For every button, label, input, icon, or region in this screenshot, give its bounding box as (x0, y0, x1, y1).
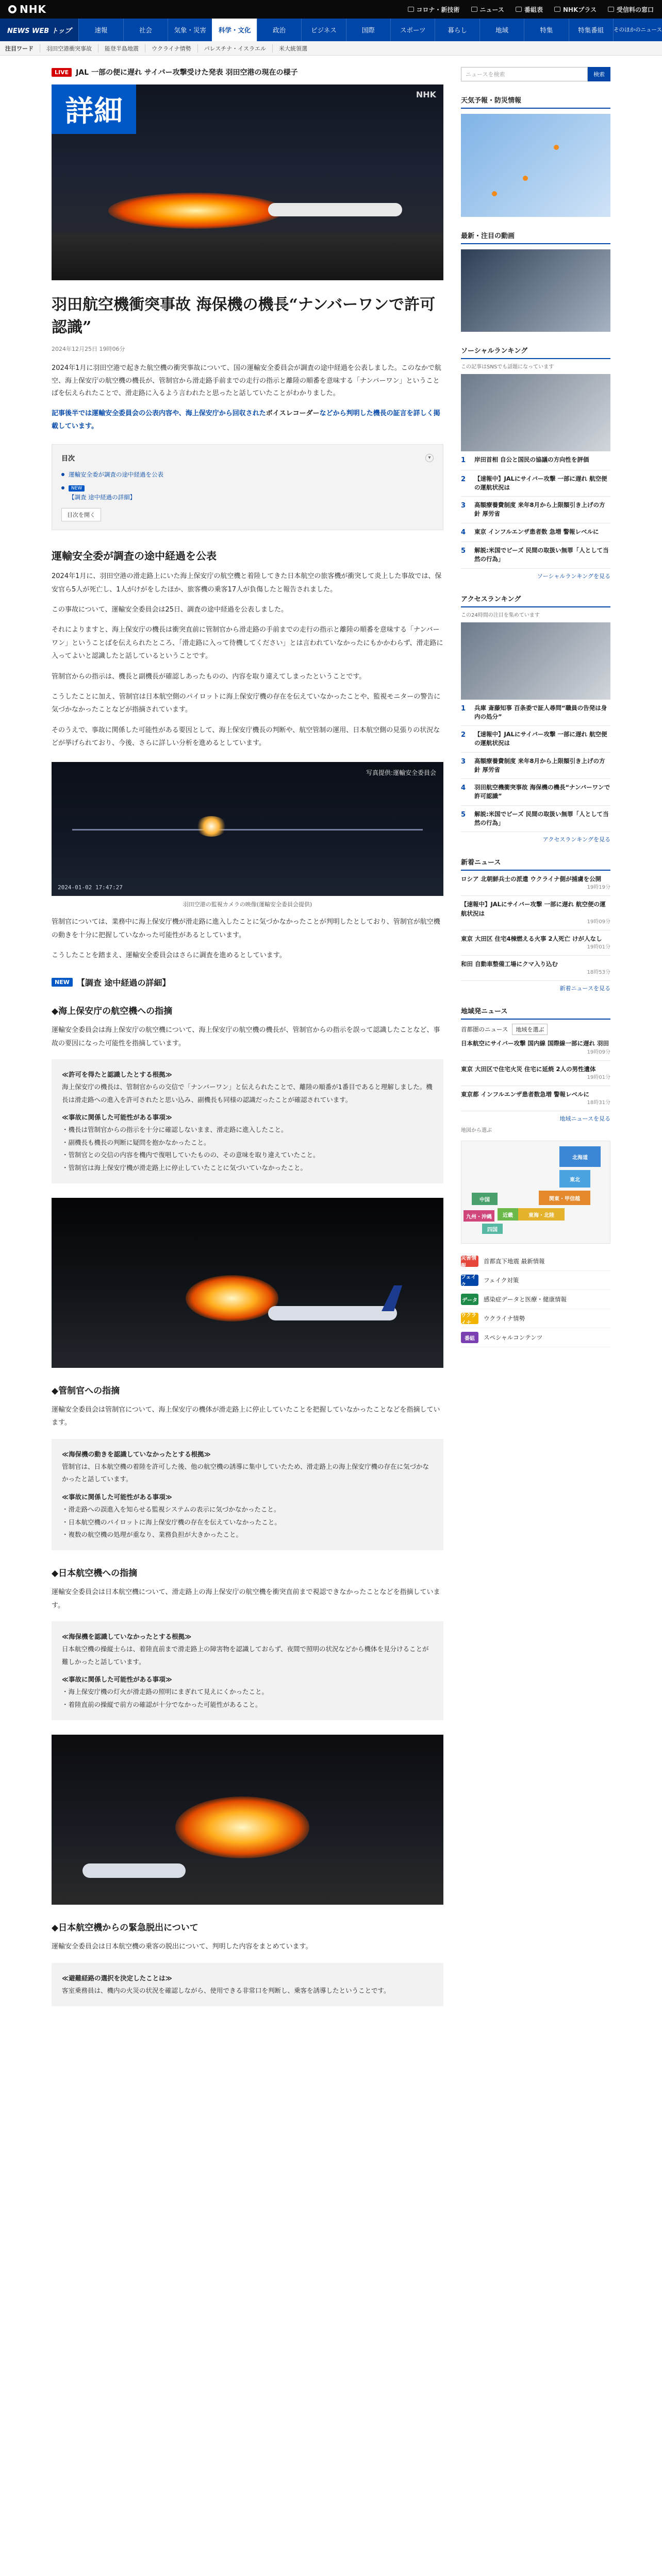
nav-item[interactable]: ビジネス (301, 19, 345, 41)
ranking-item[interactable] (461, 497, 610, 523)
nav-item[interactable]: 気象・災害 (168, 19, 212, 41)
service-label: スペシャルコンテンツ (484, 1334, 543, 1341)
toc-item-body (69, 484, 136, 501)
body-paragraph: こうしたことに加え、管制官は日本航空側のパイロットに海上保安庁機の存在を伝えていなかったことや、監視モニターの警告に気づかなかったことなどが指摘されています。 (52, 692, 441, 714)
map-area-hokkaido[interactable]: 北海道 (559, 1146, 601, 1167)
ranking-number: 3 (461, 502, 466, 510)
ranking-number: 5 (461, 547, 466, 555)
play-icon (554, 7, 560, 12)
ranking-number: 4 (461, 784, 466, 792)
detail-heading (52, 976, 443, 988)
latest-heading: 新着ニュース (461, 857, 610, 871)
map-area-tohoku[interactable]: 東北 (559, 1170, 590, 1188)
hot-word[interactable]: ウクライナ情勢 (145, 44, 197, 53)
ranking-text: 高額療養費制度 来年8月から上限額引き上げの方針 厚労省 (474, 501, 605, 518)
service-link[interactable] (461, 1290, 610, 1309)
body-paragraph: この事故について、運輸安全委員会は25日、調査の途中経過を公表しました。 (52, 606, 288, 614)
ranking-item[interactable] (461, 753, 610, 779)
subsection-heading: ◆管制官への指摘 (52, 1385, 120, 1396)
service-icon: 番組 (461, 1332, 478, 1343)
map-area-kanto[interactable]: 関東・甲信越 (539, 1191, 590, 1205)
main-nav (0, 19, 662, 41)
nav-item[interactable]: スポーツ (390, 19, 435, 41)
top-link-label: NHKプラス (562, 6, 597, 13)
top-link-schedule[interactable] (516, 5, 543, 14)
aircraft-shape (82, 1863, 186, 1878)
ground (52, 234, 443, 280)
fire-glow (108, 193, 284, 229)
section-heading: 運輸安全委が調査の途中経過を公表 (52, 550, 217, 563)
toc-item-label: 運輸安全委が調査の途中経過を公表 (69, 471, 163, 479)
service-icon: 災害情報 (461, 1256, 478, 1267)
grid-icon (408, 7, 414, 12)
service-icon: ウクライナ (461, 1313, 478, 1324)
news-item[interactable] (461, 1061, 610, 1086)
video-credit: 写真提供:運輸安全委員会 (366, 769, 436, 777)
quote-heading: ≪事故に関係した可能性がある事項≫ (62, 1493, 172, 1501)
news-time: 19時09分 (587, 919, 610, 925)
live-banner[interactable] (52, 67, 443, 77)
nav-item[interactable]: 特集番組 (569, 19, 613, 41)
hero-tag: 詳細 (52, 84, 136, 134)
region-map (461, 1141, 610, 1244)
quote-heading: ≪事故に関係した可能性がある事項≫ (62, 1675, 172, 1684)
latest-more-link[interactable]: 新着ニュースを見る (559, 985, 610, 992)
service-link[interactable] (461, 1328, 610, 1347)
search-input[interactable]: ニュースを検索 (461, 67, 588, 81)
nhk-logo[interactable] (8, 3, 46, 15)
hot-words-label: 注目ワード (5, 45, 34, 52)
top-link-covid[interactable] (408, 5, 460, 14)
nav-item[interactable]: 速報 (78, 19, 123, 41)
ranking-number: 1 (461, 456, 466, 464)
ranking-number: 2 (461, 731, 466, 739)
body-paragraph: それによりますと、海上保安庁の機長は衝突直前に管制官から滑走路の手前までの走行の指示と離陸の順番を意味する「ナンバーワン」ということばを伝えられたところ、「滑走路に入って待機してください」とは言われていなかったにもかかわらず、滑走路に入ってよいと認識したと話しているということです。 (52, 626, 443, 660)
region-selector (461, 1024, 610, 1035)
news-title: 東京 大田区で住宅火災 住宅に延焼 2人の男性遺体 (461, 1065, 596, 1073)
toc-new-tag: NEW (69, 485, 85, 492)
body-paragraph: 管制官については、業務中に海上保安庁機が滑走路に進入したことに気づかなかったことが判明したとしており、管制官が航空機の動きを十分に把握していなかった可能性があるとしています。 (52, 918, 440, 939)
social-ranking-heading: ソーシャルランキング (461, 345, 610, 359)
chevron-down-icon[interactable]: ▾ (425, 454, 434, 462)
map-title: 地図から選ぶ (461, 1128, 492, 1133)
ranking-item[interactable] (461, 523, 610, 543)
article-photo (52, 1735, 443, 1905)
note-highlight: ボイスレコーダー (266, 410, 320, 418)
subsection-heading: ◆海上保安庁の航空機への指摘 (52, 1006, 173, 1017)
map-area-tokai[interactable]: 東海・北陸 (518, 1208, 565, 1221)
service-label: ウクライナ情勢 (484, 1315, 525, 1322)
quote-text: ・海上保安庁機の灯火が滑走路の照明にまぎれて見えにくかったこと。 ・着陸直前の操縦で前方の確認が十分でなかった可能性があること。 (62, 1688, 269, 1708)
sun-icon (492, 191, 497, 196)
quote-text: 海上保安庁の機長は、管制官からの交信で「ナンバーワン」と伝えられたことで、離陸の順番が1番目であると理解しました。機長は滑走路への進入を許可されたと思い込み、副機長も同様の認識だったことが確認されています。 (62, 1083, 433, 1104)
ranking-item[interactable] (461, 470, 610, 497)
bullet-icon (61, 473, 64, 476)
article (52, 67, 443, 2006)
top-link-fee[interactable] (608, 5, 654, 14)
news-title: 日本航空にサイバー攻撃 国内線 国際線一部に遅れ 羽田 (461, 1040, 609, 1047)
top-link-label: コロナ・新技術 (416, 6, 460, 13)
service-icon: フェイク (461, 1275, 478, 1286)
quote-box (52, 1963, 443, 2007)
hot-word[interactable]: パレスチナ・イスラエル (197, 44, 272, 53)
subsection-heading: ◆日本航空機からの緊急脱出について (52, 1923, 198, 1934)
quote-text: ・滑走路への誤進入を知らせる監視システムの表示に気づかなかったこと。 ・日本航空機のパイロットに海上保安庁機の存在を伝えていなかったこと。 ・複数の航空機の処理が重なり、業務負担が大きかったこと。 (62, 1505, 281, 1538)
top-link-label: 番組表 (524, 6, 543, 13)
ranking-item[interactable] (461, 726, 610, 753)
access-ranking-heading: アクセスランキング (461, 594, 610, 607)
subsection-lead: 運輸安全委員会は日本航空機について、滑走路上の海上保安庁の航空機を衝突直前まで視認できなかったことなどを指摘しています。 (52, 1588, 440, 1609)
ranking-text: 東京 インフルエンザ患者数 急増 警報レベルに (474, 528, 599, 535)
news-item[interactable] (461, 1086, 610, 1111)
service-label: 感染症データと医療・健康情報 (484, 1296, 567, 1303)
quote-heading: ≪事故に関係した可能性がある事項≫ (62, 1113, 172, 1122)
search-button[interactable]: 検索 (588, 67, 610, 81)
subsection-lead: 運輸安全委員会は日本航空機の乗客の脱出について、判明した内容をまとめています。 (52, 1943, 312, 1951)
ranking-item[interactable] (461, 779, 610, 806)
service-label: 首都直下地震 最新情報 (484, 1258, 545, 1265)
toc-title: 目次 (61, 455, 75, 463)
bullet-icon (61, 486, 64, 489)
note-paragraph (52, 408, 443, 433)
nav-item[interactable]: そのほかのニュース (613, 19, 662, 41)
quote-text: 客室乗務員は、機内の火災の状況を確認しながら、使用できる非常口を判断し、乗客を誘導したということです。 (62, 1986, 390, 1994)
quote-box (52, 1621, 443, 1720)
page-title: 羽田航空機衝突事故 海保機の機長“ナンバーワンで許可認識” (52, 296, 436, 336)
article-photo (52, 1198, 443, 1368)
ranking-text: 高額療養費制度 来年8月から上限額引き上げの方針 厚労省 (474, 757, 605, 773)
toc-item-label: 【調査 途中経過の詳細】 (69, 494, 136, 501)
news-time: 19時01分 (587, 944, 610, 950)
service-icon: データ (461, 1294, 478, 1305)
video-timestamp: 2024-01-02 17:47:27 (58, 884, 123, 891)
ranking-text: 解説:米国でビーズ 民間の取扱い無罪「人として当然の行為」 (474, 810, 609, 826)
ranking-text: 解説:米国でビーズ 民間の取扱い無罪「人として当然の行為」 (474, 547, 609, 563)
toc-expand-button[interactable]: 目次を開く (61, 508, 101, 521)
featured-video[interactable] (461, 249, 610, 332)
body-paragraph: そのうえで、事故に関係した可能性がある要因として、海上保安庁機長の判断や、航空管制の運用、日本航空側の見張りの状況などが挙げられており、今後、さらに詳しい分析を進めるとしています。 (52, 726, 440, 747)
subsection-lead: 運輸安全委員会は海上保安庁の航空機について、海上保安庁の航空機の機長が、管制官からの指示を誤って認識したことなど、事故の要因になった可能性を指摘しています。 (52, 1026, 440, 1047)
search-bar (461, 67, 610, 81)
access-ranking-subtitle: この24時間の注目を集めています (461, 612, 540, 618)
nav-item[interactable]: 暮らし (435, 19, 479, 41)
quote-heading: ≪海保機の動きを認識していなかったとする根拠≫ (62, 1450, 211, 1458)
ranking-item[interactable] (461, 542, 610, 569)
live-badge: LIVE (52, 68, 72, 77)
news-time: 19時01分 (587, 1074, 610, 1080)
map-area-kinki[interactable]: 近畿 (498, 1208, 518, 1221)
news-title: 東京都 インフルエンザ患者数急増 警報レベルに (461, 1090, 590, 1098)
service-label: フェイク対策 (484, 1277, 519, 1284)
sidebar (461, 67, 610, 2006)
hero-image (52, 84, 443, 280)
map-area-kyushu[interactable]: 九州・沖縄 (464, 1210, 494, 1222)
region-more-link[interactable]: 地域ニュースを見る (559, 1115, 610, 1122)
note-main: 記事後半では運輸安全委員会の公表内容や、海上保安庁から回収された (52, 410, 266, 418)
map-area-shikoku[interactable]: 四国 (482, 1224, 503, 1234)
news-title: ロシア 北朝鮮兵士の派遣 ウクライナ側が捕虜を公開 (461, 875, 602, 883)
detail-title: 【調査 途中経過の詳細】 (76, 978, 171, 988)
logo-icon (8, 5, 16, 13)
ranking-number: 2 (461, 475, 466, 483)
service-link[interactable] (461, 1271, 610, 1290)
fire-glow (175, 1797, 309, 1858)
news-title: 【速報中】JALにサイバー攻撃 一部に遅れ 航空便の運航状況は (461, 901, 606, 917)
publish-date: 2024年12月25日 19時06分 (52, 346, 125, 352)
ranking-photo (461, 374, 610, 451)
weather-heading: 天気予報・防災情報 (461, 95, 610, 109)
new-tag: NEW (52, 978, 73, 987)
ranking-item[interactable] (461, 806, 610, 833)
collision-flash (196, 816, 227, 837)
toc-item[interactable] (61, 468, 434, 481)
note-rest: などから判明した機長の証言を詳しく掲載しています。 (52, 410, 440, 430)
ranking-text: 羽田航空機衝突事故 海保機の機長“ナンバーワンで許可認識” (474, 784, 610, 800)
news-title: 和田 自動車整備工場にクマ入り込む (461, 960, 558, 968)
ranking-number: 5 (461, 810, 466, 819)
map-area-chugoku[interactable]: 中国 (472, 1193, 498, 1205)
toc-header[interactable] (61, 453, 434, 463)
quote-text: 日本航空機の操縦士らは、着陸直前まで滑走路上の障害物を認識しておらず、夜間で照明の状況などから機体を見分けることが難しかったと話しています。 (62, 1645, 429, 1666)
news-time: 18時31分 (587, 1100, 610, 1106)
ranking-item[interactable] (461, 451, 610, 470)
news-time: 19時19分 (587, 885, 610, 891)
video-heading: 最新・注目の動画 (461, 230, 610, 244)
nav-item[interactable]: 国際 (346, 19, 390, 41)
service-link[interactable] (461, 1252, 610, 1271)
surveillance-video[interactable] (52, 762, 443, 896)
ranking-number: 1 (461, 704, 466, 713)
nav-items (78, 19, 662, 41)
nav-item[interactable]: 科学・文化 (212, 19, 256, 41)
subsection-lead: 運輸安全委員会は管制官について、海上保安庁の機体が滑走路上に停止していたことを把握していなかったことなどを指摘しています。 (52, 1405, 440, 1427)
ranking-text: 兵庫 斎藤知事 百条委で証人尋問“職員の告発は身内の処分” (474, 704, 607, 720)
live-text: JAL 一部の便に遅れ サイバー攻撃受けた発表 羽田空港の現在の様子 (76, 69, 298, 77)
hot-word[interactable]: 能登半島地震 (98, 44, 145, 53)
ranking-photo (461, 622, 610, 700)
body-paragraph: こうしたことを踏まえ、運輸安全委員会はさらに調査を進めるとしています。 (52, 951, 286, 959)
fire-glow (186, 1275, 278, 1321)
top-bar (0, 0, 662, 19)
social-ranking-subtitle: この記事はSNSでも話題になっています (461, 364, 554, 370)
toc-list (61, 468, 434, 504)
nav-item[interactable]: 社会 (123, 19, 168, 41)
nav-item[interactable]: 地域 (479, 19, 524, 41)
body-paragraph: 2024年1月に、羽田空港の滑走路上にいた海上保安庁の航空機と着陸してきた日本航空の旅客機が衝突して炎上した事故では、保安官ら5人が死亡し、1人がけがをしたほか、旅客機の乗客17人が負傷したと報告されました。 (52, 572, 442, 594)
top-link-label: ニュース (479, 6, 504, 13)
news-item[interactable] (461, 896, 610, 930)
hot-words-bar (0, 41, 662, 56)
ranking-text: 【速報中】JALにサイバー攻撃 一部に遅れ 航空便の運航状況は (474, 731, 607, 747)
top-link-news[interactable] (471, 5, 504, 14)
quote-box (52, 1439, 443, 1551)
ranking-number: 4 (461, 528, 466, 536)
receipt-icon (608, 7, 614, 12)
weather-map[interactable] (461, 114, 610, 217)
nav-item[interactable]: 特集 (524, 19, 568, 41)
quote-text: 管制官は、日本航空機の着陸を許可した後、他の航空機の誘導に集中していたため、滑走路上の海上保安庁機の存在に気づかなかったと話しています。 (62, 1463, 429, 1483)
runway-line (72, 829, 423, 831)
lead-paragraph: 2024年1月に羽田空港で起きた航空機の衝突事故について、国の運輸安全委員会が調査の途中経過を公表しました。このなかで航空、海上保安庁の航空機の機長が、管制官から滑走路手前までの走行の指示と離陸の順番を意味する「ナンバーワン」ということばを伝えられたことで、滑走路に入るよう言われたと思ったと話していたことがわかりました。 (52, 364, 441, 398)
top-links (408, 5, 654, 14)
quote-heading: ≪避難経路の選択を決定したことは≫ (62, 1974, 172, 1982)
video-caption: 羽田空港の監視カメラの映像(運輸安全委員会提供) (183, 901, 312, 908)
news-time: 19時09分 (587, 1049, 610, 1055)
nav-brand[interactable]: NEWS WEB トップ (0, 19, 78, 41)
news-icon (471, 7, 477, 12)
sun-icon (554, 145, 559, 150)
news-item[interactable] (461, 930, 610, 956)
tv-icon (516, 7, 522, 12)
quote-text: ・機長は管制官からの指示を十分に確認しないまま、滑走路に進入したこと。 ・副機長も機長の判断に疑問を抱かなかったこと。 ・管制官との交信の内容を機内で復唱していたものの、その意味を取り違えていたこと。 ・管制官は海上保安庁機が滑走路上に停止していたことに気づいていなかったこと。 (62, 1126, 320, 1172)
region-heading: 地域発ニュース (461, 1006, 610, 1020)
quote-box (52, 1059, 443, 1183)
quote-heading: ≪許可を得たと認識したとする根拠≫ (62, 1070, 172, 1078)
section-body (52, 916, 443, 962)
news-title: 東京 大田区 住宅4棟燃える火事 2人死亡 けが人なし (461, 935, 602, 942)
access-more-link[interactable]: アクセスランキングを見る (542, 836, 610, 843)
ranking-text: 岸田首相 自公と国民の協議の方向性を評価 (474, 456, 589, 463)
logo-text: NHK (20, 3, 46, 15)
region-label: 首都圏のニュース (461, 1026, 508, 1033)
news-item[interactable] (461, 871, 610, 896)
ranking-number: 3 (461, 757, 466, 766)
ranking-item[interactable] (461, 700, 610, 726)
toc-item[interactable] (61, 481, 434, 504)
service-links (461, 1252, 610, 1347)
hot-word[interactable]: 米大統領選 (272, 44, 313, 53)
service-link[interactable] (461, 1309, 610, 1328)
social-ranking-list (461, 451, 610, 569)
page-wrap (52, 56, 610, 2006)
social-more-link[interactable]: ソーシャルランキングを見る (537, 572, 610, 580)
sun-icon (523, 176, 528, 181)
quote-heading: ≪海保機を認識していなかったとする根拠≫ (62, 1632, 192, 1640)
subsection-heading: ◆日本航空機への指摘 (52, 1568, 138, 1579)
hero-watermark: NHK (416, 90, 436, 99)
nav-item[interactable]: 政治 (257, 19, 301, 41)
table-of-contents (52, 444, 443, 530)
news-item[interactable] (461, 956, 610, 981)
hot-word[interactable]: 羽田空港衝突事故 (40, 44, 98, 53)
access-ranking-list (461, 700, 610, 833)
region-select[interactable]: 地域を選ぶ (512, 1024, 548, 1035)
top-link-label: 受信料の窓口 (616, 6, 654, 13)
aircraft-shape (268, 1306, 397, 1320)
region-news-list (461, 1035, 610, 1111)
top-link-plus[interactable] (554, 5, 597, 14)
latest-news-list (461, 871, 610, 981)
news-item[interactable] (461, 1035, 610, 1060)
aircraft-shape (268, 203, 402, 216)
body-paragraph: 管制官からの指示は、機長と副機長が確認しあったものの、内容を取り違えてしまったということです。 (52, 672, 366, 681)
ranking-text: 【速報中】JALにサイバー攻撃 一部に遅れ 航空便の運航状況は (474, 474, 607, 491)
section-body (52, 570, 443, 750)
aircraft-tail (382, 1285, 402, 1311)
news-time: 18時53分 (587, 970, 610, 976)
